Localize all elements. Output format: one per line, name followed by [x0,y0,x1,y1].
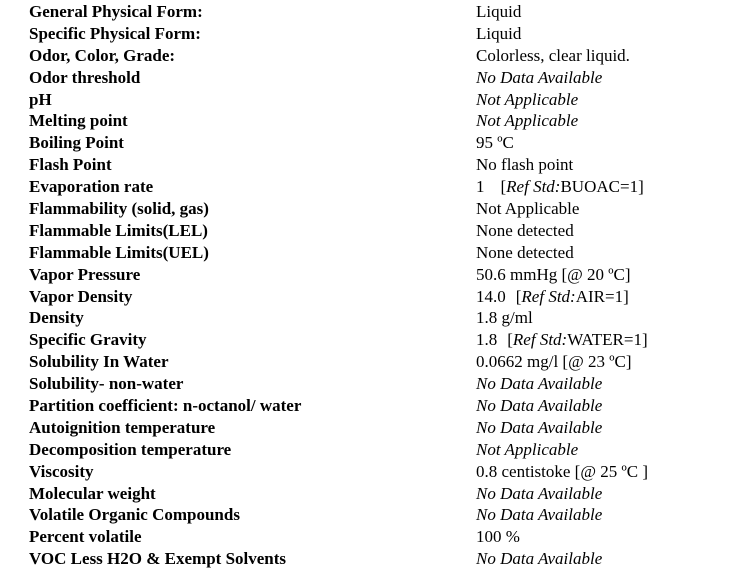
property-value: None detected [476,220,574,240]
ref-open-bracket: [ [515,286,522,306]
property-row-odor-threshold [29,67,729,89]
ref-std-value: BUOAC=1] [560,177,644,197]
property-row-specific-gravity [29,329,729,351]
ref-open-bracket: [ [500,177,507,197]
property-value: No Data Available [476,483,603,503]
ref-std-value: AIR=1] [575,286,629,306]
physical-properties-table [29,1,729,570]
property-value: Not Applicable [476,111,579,131]
property-name: Specific Physical Form: [29,23,201,43]
property-value: 0.8 centistoke [@ 25 ºC ] [476,461,649,481]
value-number: 1 [476,177,485,197]
property-row-melting-point [29,110,729,132]
property-name: Partition coefficient: n-octanol/ water [29,396,302,416]
property-name: Flash Point [29,155,112,175]
property-row-autoignition-temperature [29,417,729,439]
property-name: pH [29,89,52,109]
property-name: Specific Gravity [29,330,147,350]
property-value: 1.8 g/ml [476,308,533,328]
property-value: Not Applicable [476,439,579,459]
property-value: 50.6 mmHg [@ 20 ºC] [476,264,631,284]
property-row-volatile-organic-compounds [29,504,729,526]
property-row-general-physical-form [29,1,729,23]
property-value: 100 % [476,527,520,547]
property-name: Percent volatile [29,527,142,547]
property-row-ph [29,89,729,111]
property-name: Decomposition temperature [29,439,232,459]
property-row-flammable-limits-lel [29,220,729,242]
property-row-boiling-point [29,132,729,154]
property-name: Vapor Pressure [29,264,141,284]
value-number: 14.0 [476,286,506,306]
property-value: Liquid [476,23,522,43]
property-row-voc-less-h2o [29,548,729,570]
property-name: Evaporation rate [29,177,154,197]
property-row-evaporation-rate [29,176,729,198]
property-name: VOC Less H2O & Exempt Solvents [29,549,287,569]
property-value: Liquid [476,2,522,21]
property-row-solubility-non-water [29,373,729,395]
ref-std-label: Ref Std: [512,330,568,350]
property-name: Autoignition temperature [29,417,216,437]
property-name: Odor threshold [29,67,141,87]
property-value: No Data Available [476,505,603,525]
property-value: No Data Available [476,67,603,87]
property-name: Solubility- non-water [29,374,184,394]
property-name: General Physical Form: [29,2,203,21]
property-name: Odor, Color, Grade: [29,45,176,65]
property-value [476,176,644,198]
property-value: Colorless, clear liquid. [476,45,630,65]
property-name: Vapor Density [29,286,133,306]
property-name: Melting point [29,111,128,131]
property-row-vapor-pressure [29,264,729,286]
property-row-density [29,307,729,329]
value-number: 1.8 [476,330,498,350]
property-row-partition-coefficient [29,395,729,417]
property-value [476,286,629,308]
property-value: No Data Available [476,396,603,416]
property-value: Not Applicable [476,89,579,109]
property-row-flammability [29,198,729,220]
property-row-molecular-weight [29,483,729,505]
property-value: No Data Available [476,549,603,569]
property-row-decomposition-temperature [29,439,729,461]
property-name: Flammable Limits(LEL) [29,220,208,240]
property-value: No flash point [476,155,574,175]
property-value: None detected [476,242,574,262]
ref-open-bracket: [ [507,330,513,350]
property-row-odor-color-grade [29,45,729,67]
property-row-flash-point [29,154,729,176]
property-name: Flammability (solid, gas) [29,199,209,219]
ref-std-value: WATER=1] [567,330,648,350]
property-value: 0.0662 mg/l [@ 23 ºC] [476,352,632,372]
property-value: 95 ºC [476,133,514,153]
property-name: Molecular weight [29,483,156,503]
property-value: No Data Available [476,417,603,437]
property-name: Flammable Limits(UEL) [29,242,209,262]
property-name: Viscosity [29,461,94,481]
property-name: Boiling Point [29,133,124,153]
property-row-solubility-in-water [29,351,729,373]
ref-std-label: Ref Std: [506,177,561,197]
property-name: Density [29,308,84,328]
property-row-flammable-limits-uel [29,242,729,264]
ref-std-label: Ref Std: [521,286,576,306]
property-name: Solubility In Water [29,352,169,372]
property-value: No Data Available [476,374,603,394]
property-name: Volatile Organic Compounds [29,505,240,525]
property-value: Not Applicable [476,199,580,219]
property-value [476,329,648,351]
property-row-vapor-density [29,286,729,308]
property-row-specific-physical-form [29,23,729,45]
property-row-viscosity [29,461,729,483]
property-row-percent-volatile [29,526,729,548]
